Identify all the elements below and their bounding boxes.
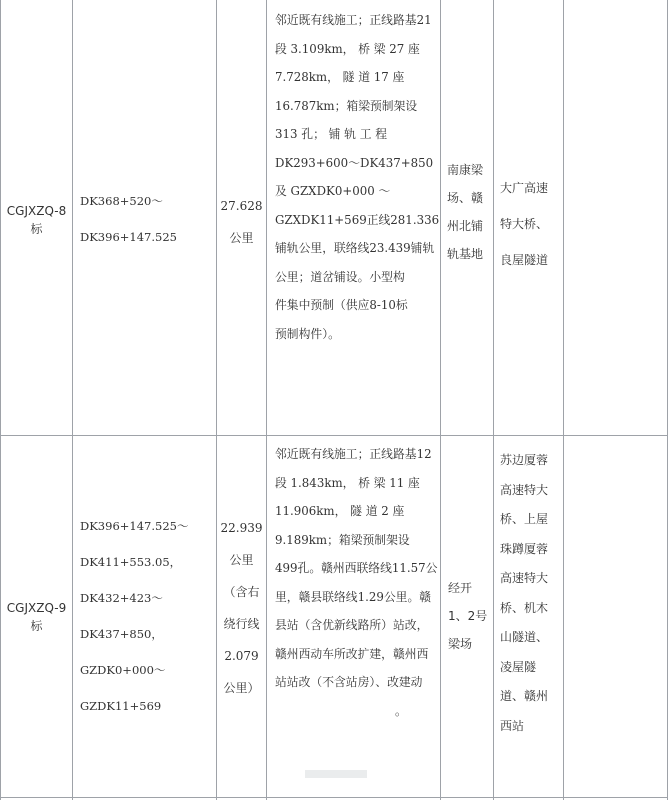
- column-border: [563, 0, 564, 800]
- description-line: 邻近既有线施工；正线路基12: [275, 447, 432, 461]
- key-works-text: 良屋隧道: [500, 253, 549, 267]
- mileage-cell: [80, 183, 216, 255]
- description-line: 段 3.109km， 桥 梁 27 座: [275, 41, 420, 56]
- section-code-text: 标: [30, 222, 43, 236]
- key-works-text: 桥、机木: [500, 600, 549, 615]
- key-works-text: 道、赣州: [500, 689, 549, 703]
- description-line: 7.728km， 隧 道 17 座: [275, 70, 405, 84]
- description-line: 段 1.843km， 桥 梁 11 座: [275, 475, 420, 490]
- column-border: [440, 0, 441, 800]
- section-code-text: CGJXZQ-8: [6, 204, 67, 218]
- description-line: 。: [395, 703, 407, 718]
- site-text: 轨基地: [447, 247, 484, 261]
- description-line: 9.189km；箱梁预制架设: [275, 532, 410, 547]
- description-line: 县站（含优新线路所）站改，: [275, 618, 429, 632]
- description-line: 313 孔； 铺 轨 工 程: [275, 127, 388, 141]
- description-line: GZXDK11+569正线281.336: [275, 212, 440, 227]
- description-line: 预制构件）。: [275, 326, 340, 341]
- mileage-text: DK432+423～: [80, 591, 163, 605]
- mileage-text: DK396+147.525: [80, 230, 177, 244]
- length-cell: [217, 196, 266, 248]
- length-text: 绕行线: [223, 617, 260, 631]
- site-text: 南康梁: [447, 163, 484, 177]
- description-line: 铺轨公里，联络线23.439铺轨: [275, 241, 435, 255]
- row-border: [0, 797, 668, 798]
- description-line: 赣州西动车所改扩建，赣州西: [275, 646, 429, 661]
- mileage-text: DK411+553.05，: [80, 555, 182, 569]
- column-border: [72, 0, 73, 800]
- length-text: （含右: [223, 585, 260, 599]
- site-text: 经开: [448, 581, 473, 595]
- key-works-cell: [500, 170, 562, 278]
- description-line: 邻近既有线施工；正线路基21: [275, 13, 432, 27]
- key-works-cell: [500, 446, 562, 741]
- description-line: 公里；道岔铺设。小型构: [275, 269, 405, 284]
- description-cell: [275, 6, 440, 348]
- length-text: 22.939: [220, 521, 263, 535]
- description-line: 499孔。赣州西联络线11.57公: [275, 561, 438, 575]
- section-code-text: 标: [30, 619, 43, 633]
- key-works-text: 西站: [500, 718, 525, 733]
- description-line: 16.787km；箱梁预制架设: [275, 98, 418, 113]
- construction-site-cell: [447, 156, 493, 268]
- mileage-cell: [80, 508, 216, 724]
- section-code-cell: [1, 599, 72, 635]
- key-works-text: 高速特大: [500, 571, 549, 585]
- length-text: 公里）: [223, 681, 260, 695]
- mileage-text: GZDK0+000～: [80, 663, 166, 677]
- length-cell: [217, 512, 266, 704]
- column-border: [266, 0, 267, 800]
- site-text: 1、2号: [448, 609, 488, 623]
- site-text: 场、赣: [447, 191, 484, 205]
- key-works-text: 高速特大: [500, 482, 549, 497]
- mileage-text: DK437+850，: [80, 627, 163, 641]
- key-works-text: 特大桥、: [500, 217, 549, 231]
- length-text: 2.079: [224, 649, 259, 663]
- column-border: [0, 0, 1, 800]
- site-text: 州北铺: [447, 219, 484, 233]
- description-line: 11.906km， 隧 道 2 座: [275, 504, 405, 518]
- section-code-cell: [1, 202, 72, 238]
- key-works-text: 山隧道、: [500, 630, 549, 644]
- length-text: 27.628: [220, 199, 263, 213]
- section-code-text: CGJXZQ-9: [6, 601, 67, 615]
- key-works-text: 凌屋隧: [500, 659, 537, 674]
- key-works-text: 桥、上屋: [500, 512, 549, 526]
- description-line: DK293+600～DK437+850: [275, 155, 434, 170]
- key-works-text: 苏边厦蓉: [500, 453, 549, 467]
- site-text: 梁场: [448, 637, 473, 651]
- key-works-text: 珠蹲厦蓉: [500, 541, 549, 556]
- description-line: 站站改（不含站房）、改建动: [275, 675, 423, 689]
- blurred-text-overlay: [305, 770, 367, 778]
- mileage-text: GZDK11+569: [80, 699, 162, 713]
- length-text: 公里: [229, 553, 254, 567]
- description-cell: [275, 440, 438, 725]
- description-line: 及 GZXDK0+000 ～: [275, 184, 391, 198]
- mileage-text: DK368+520～: [80, 194, 163, 208]
- row-border: [0, 435, 668, 436]
- description-line: 里，赣县联络线1.29公里。赣: [275, 589, 432, 604]
- column-border: [493, 0, 494, 800]
- length-text: 公里: [229, 231, 254, 245]
- key-works-text: 大广高速: [500, 181, 549, 195]
- description-line: 件集中预制（供应8-10标: [275, 298, 408, 312]
- construction-site-cell: [448, 574, 493, 658]
- mileage-text: DK396+147.525～: [80, 519, 189, 533]
